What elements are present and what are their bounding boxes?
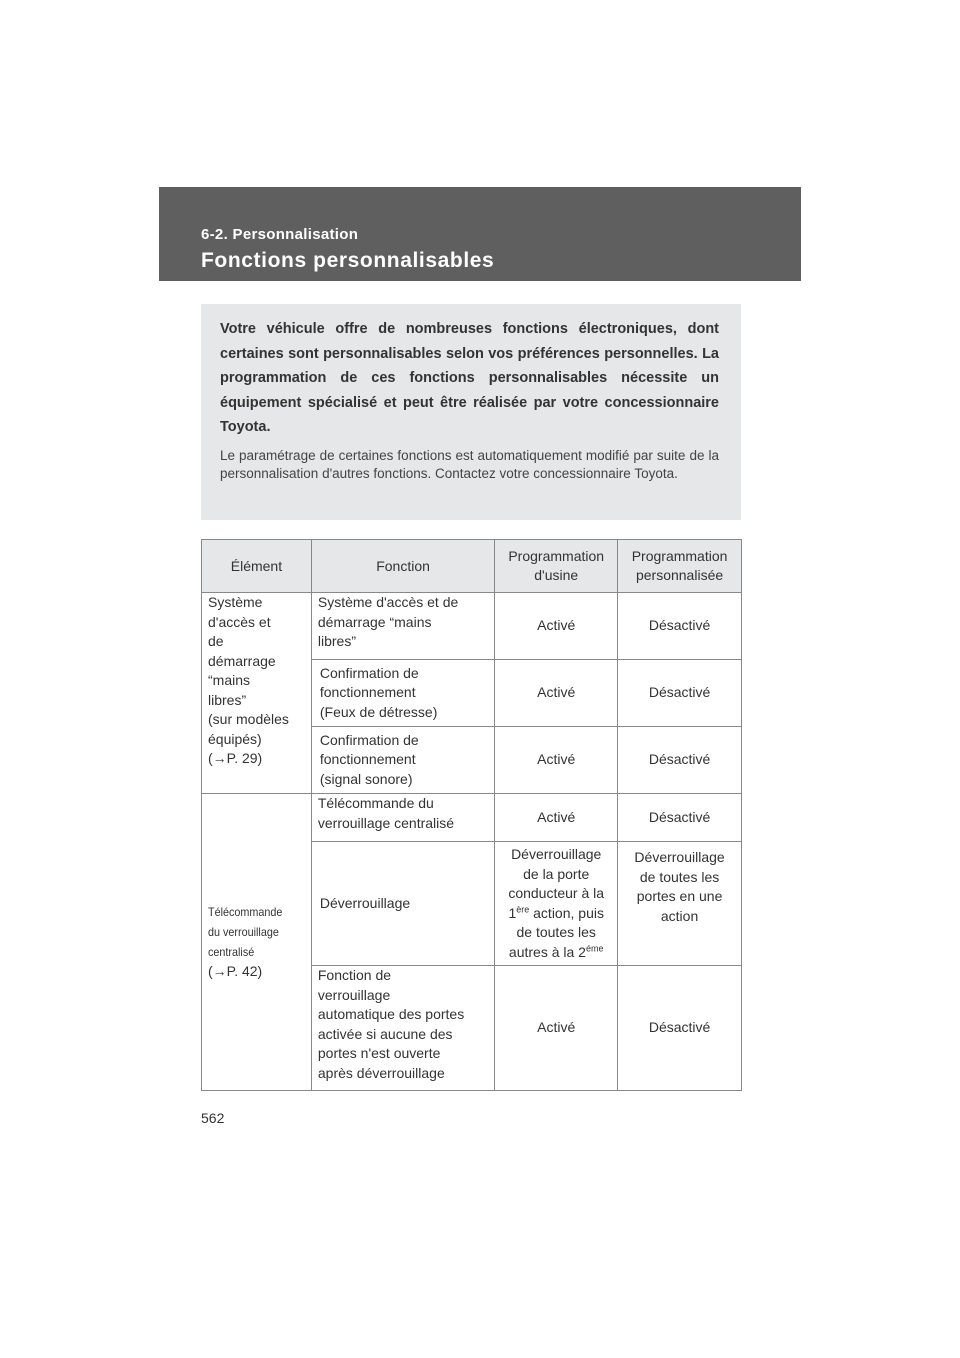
- intro-normal-text: Le paramétrage de certaines fonctions est automatiquement modifié par suite de la personnalisation d'autres fonctions. Contactez votre concessionnaire Toyota.: [220, 447, 719, 481]
- item-remote-locking: Télécommande du verrouillage centralisé (→P. 42): [202, 794, 312, 1091]
- default-value: Activé: [495, 727, 618, 794]
- function-cell: Télécommande du verrouillage centralisé: [311, 794, 494, 842]
- custom-value: Désactivé: [618, 794, 742, 842]
- custom-value: Déverrouillage de toutes les portes en une action: [618, 842, 742, 966]
- function-cell: Déverrouillage: [311, 842, 494, 966]
- table-row: [202, 593, 742, 660]
- default-value: Déverrouillage de la porte conducteur à la 1ère action, puis de toutes les autres à la $2^{éme}$: [495, 842, 618, 966]
- function-cell: Fonction de verrouillage automatique des portes activée si aucune des portes n'est ouverte après déverrouillage: [311, 966, 494, 1091]
- custom-value: Désactivé: [618, 593, 742, 660]
- header-function: Fonction: [311, 540, 494, 593]
- section-header: [159, 187, 801, 281]
- function-cell: Système d'accès et de démarrage “mains libres”: [311, 593, 494, 660]
- section-subtitle: 6-2. Personnalisation: [201, 226, 359, 243]
- function-cell: Confirmation de fonctionnement (Feux de détresse): [311, 660, 494, 727]
- intro-bold-text: Votre véhicule offre de nombreuses fonctions électroniques, dont certaines sont personnalisables selon vos préférences personnelles. La programmation de ces fonctions personnalisables nécessite un équipement spécialisé et peut être réalisée par votre concessionnaire Toyota.: [220, 321, 719, 435]
- page-reference: (→P. 29): [208, 750, 263, 766]
- default-value: Activé: [495, 794, 618, 842]
- function-cell: Confirmation de fonctionnement (signal sonore): [311, 727, 494, 794]
- default-value: Activé: [495, 660, 618, 727]
- intro-box: [201, 304, 741, 520]
- item-smart-entry: Système d'accès et de démarrage “mains libres” (sur modèles équipés) (→P. 29): [202, 593, 312, 794]
- table-header-row: [202, 540, 742, 593]
- page-title: Fonctions personnalisables: [201, 249, 495, 272]
- custom-value: Désactivé: [618, 966, 742, 1091]
- header-factory-setting: Programmation d'usine: [495, 540, 618, 593]
- page-reference: (→P. 42): [208, 963, 263, 980]
- default-value: Activé: [495, 593, 618, 660]
- page-number: 562: [201, 1110, 225, 1126]
- customization-table: [201, 539, 742, 1091]
- header-custom-setting: Programmation personnalisée: [618, 540, 742, 593]
- table-row: [202, 794, 742, 842]
- custom-value: Désactivé: [618, 727, 742, 794]
- header-element: Élément: [202, 540, 312, 593]
- default-value: Activé: [495, 966, 618, 1091]
- custom-value: Désactivé: [618, 660, 742, 727]
